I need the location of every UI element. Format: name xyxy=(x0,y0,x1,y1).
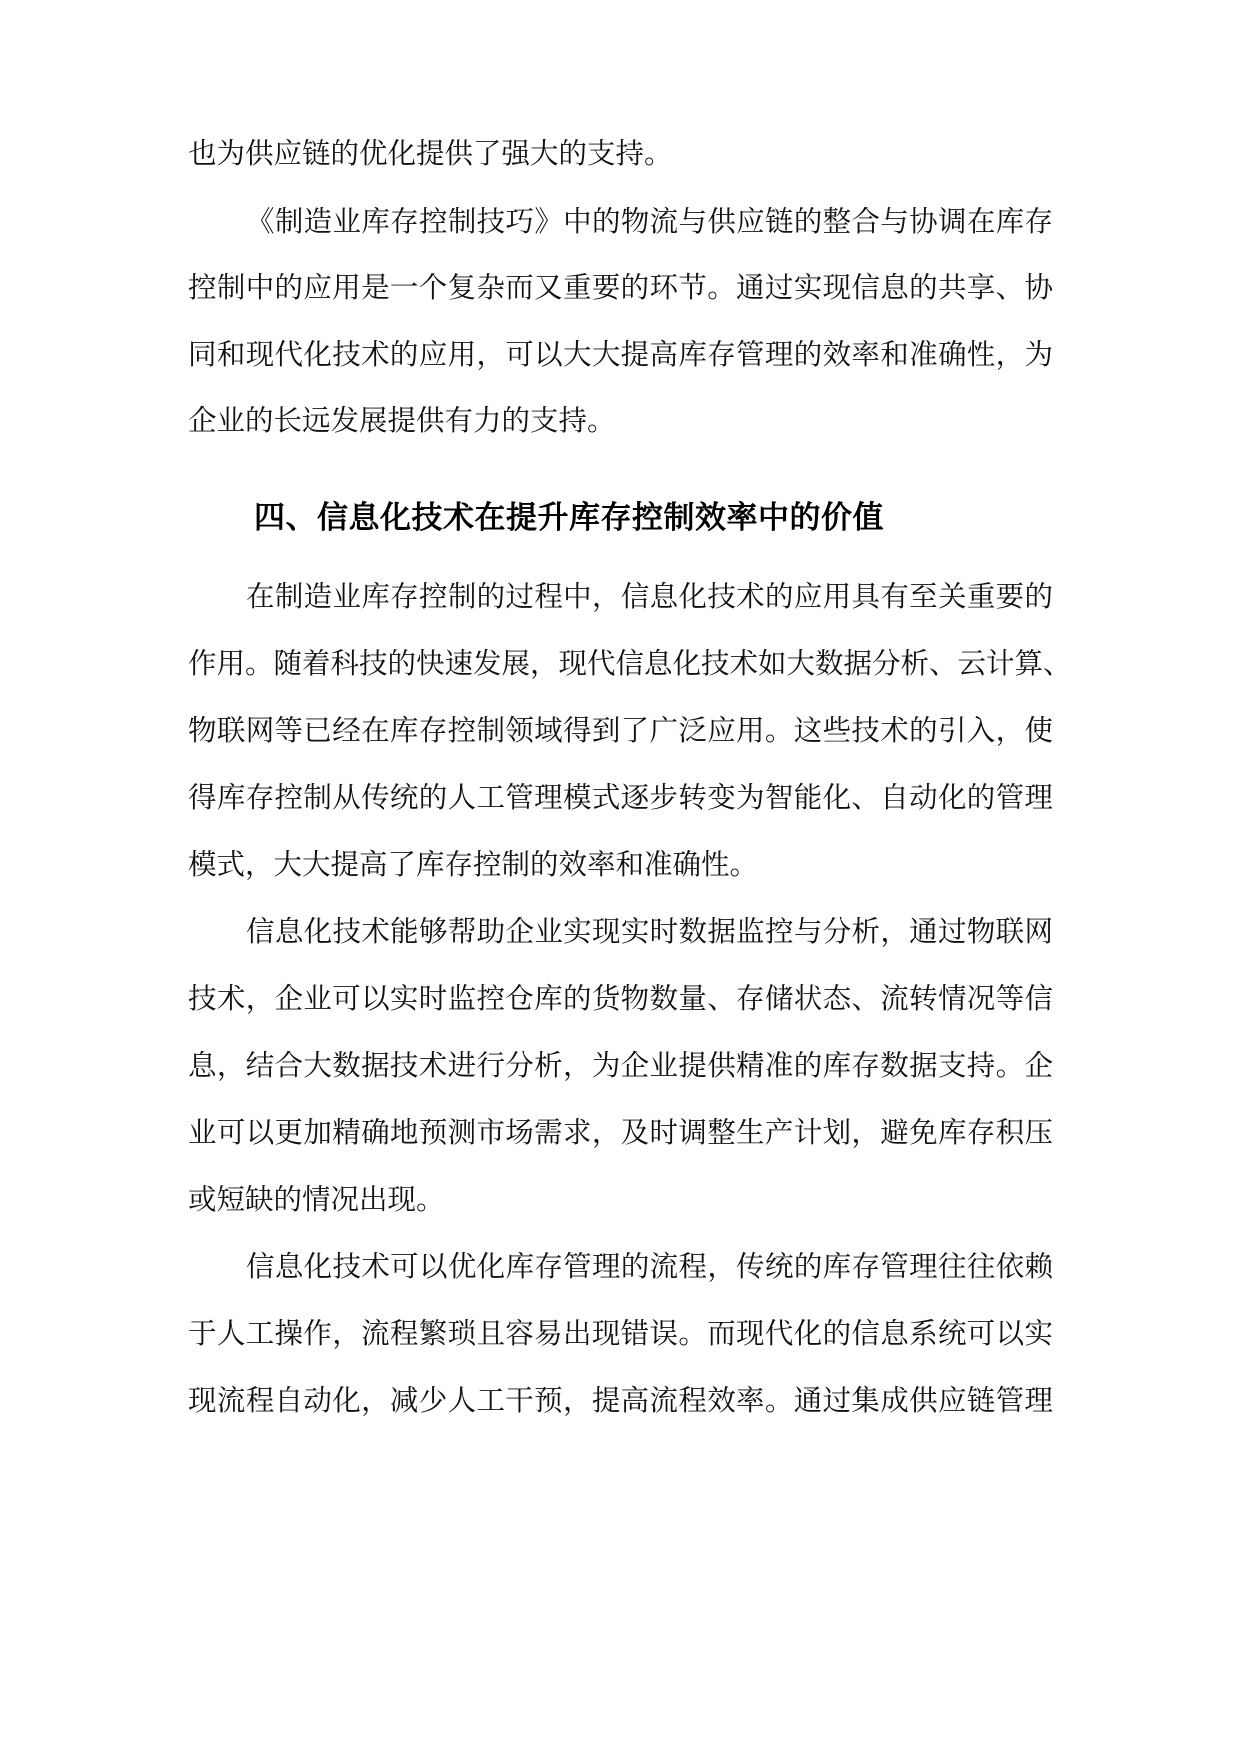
paragraph-line: 企业的长远发展提供有力的支持。 xyxy=(188,404,616,437)
section-heading: 四、信息化技术在提升库存控制效率中的价值 xyxy=(254,500,884,536)
paragraph-line: 在制造业库存控制的过程中，信息化技术的应用具有至关重要的 xyxy=(246,580,1053,613)
paragraph-line: 或短缺的情况出现。 xyxy=(188,1183,445,1216)
paragraph-line: 得库存控制从传统的人工管理模式逐步转变为智能化、自动化的管理 xyxy=(188,781,1053,814)
paragraph-line: 于人工操作，流程繁琐且容易出现错误。而现代化的信息系统可以实 xyxy=(188,1317,1053,1350)
paragraph-line: 《制造业库存控制技巧》中的物流与供应链的整合与协调在库存 xyxy=(246,205,1053,238)
paragraph-line: 技术，企业可以实时监控仓库的货物数量、存储状态、流转情况等信 xyxy=(188,982,1053,1015)
paragraph-line: 模式，大大提高了库存控制的效率和准确性。 xyxy=(188,848,759,881)
paragraph-line: 信息化技术可以优化库存管理的流程，传统的库存管理往往依赖 xyxy=(246,1250,1053,1283)
paragraph-line: 作用。随着科技的快速发展，现代信息化技术如大数据分析、云计算、 xyxy=(188,647,1072,680)
paragraph-line: 业可以更加精确地预测市场需求，及时调整生产计划，避免库存积压 xyxy=(188,1116,1053,1149)
paragraph-line: 信息化技术能够帮助企业实现实时数据监控与分析，通过物联网 xyxy=(246,915,1053,948)
paragraph-line: 物联网等已经在库存控制领域得到了广泛应用。这些技术的引入，使 xyxy=(188,714,1053,747)
paragraph-line: 控制中的应用是一个复杂而又重要的环节。通过实现信息的共享、协 xyxy=(188,271,1053,304)
paragraph-line: 同和现代化技术的应用，可以大大提高库存管理的效率和准确性，为 xyxy=(188,338,1053,371)
paragraph-line: 息，结合大数据技术进行分析，为企业提供精准的库存数据支持。企 xyxy=(188,1049,1053,1082)
paragraph-line: 也为供应链的优化提供了强大的支持。 xyxy=(188,137,673,170)
paragraph-line: 现流程自动化，减少人工干预，提高流程效率。通过集成供应链管理 xyxy=(188,1384,1053,1417)
